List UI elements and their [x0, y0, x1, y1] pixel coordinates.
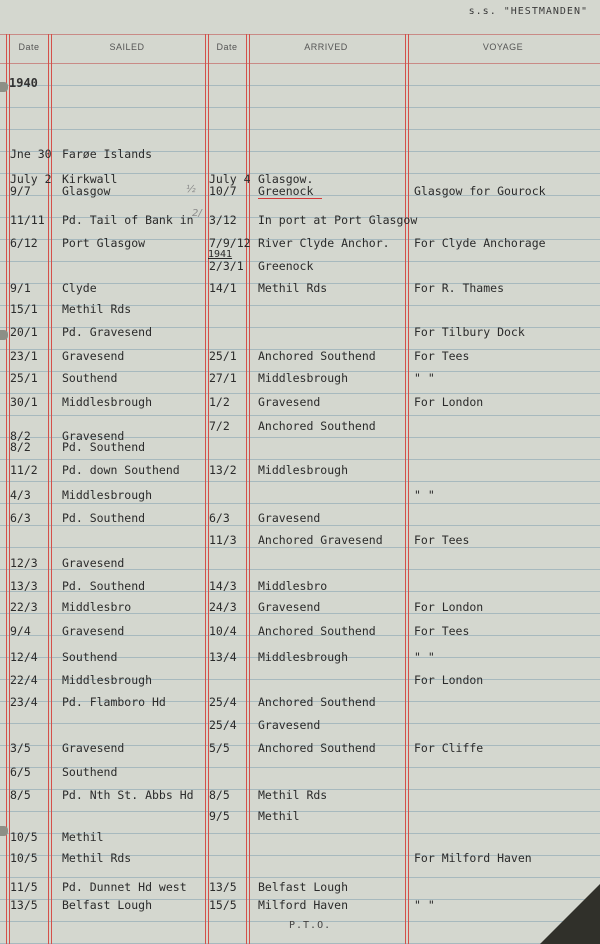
- sailed-place: Middlesbrough: [62, 673, 153, 687]
- arrived-date: 13/4: [209, 650, 237, 664]
- arrived-date: 13/5: [209, 880, 237, 894]
- sailed-date: 8/2: [10, 429, 31, 443]
- sailed-date: 23/4: [10, 695, 38, 709]
- year-1941-label: 1941: [208, 249, 233, 260]
- arrived-date: 5/5: [209, 741, 230, 755]
- arrived-place: Gravesend: [258, 600, 321, 614]
- arrived-place: Gravesend: [258, 511, 321, 525]
- sailed-place: Farøe Islands: [62, 147, 153, 161]
- arrived-place: Methil Rds: [258, 281, 328, 295]
- arrived-date: 1/2: [209, 395, 230, 409]
- arrived-date: 24/3: [209, 600, 237, 614]
- arrived-place: Anchored Gravesend: [258, 533, 383, 547]
- sailed-date: 9/4: [10, 624, 31, 638]
- sailed-date: 22/3: [10, 600, 38, 614]
- sailed-place: Gravesend: [62, 624, 125, 638]
- arrived-place: Middlesbrough: [258, 371, 349, 385]
- arrived-date: 15/5: [209, 898, 237, 912]
- pencil-mark: 2/: [192, 208, 202, 219]
- arrived-date: 13/2: [209, 463, 237, 477]
- sailed-date: 8/5: [10, 788, 31, 802]
- arrived-place: Middlesbrough: [258, 463, 349, 477]
- arrived-date: 3/12: [209, 213, 237, 227]
- margin-rule: [6, 34, 7, 944]
- arrived-date: 14/1: [209, 281, 237, 295]
- sailed-date: 13/3: [10, 579, 38, 593]
- header-bottom-rule: [0, 63, 600, 64]
- binder-hole: [0, 82, 8, 92]
- sailed-place: Pd. Dunnet Hd west: [62, 880, 187, 894]
- arrived-date: July 4: [209, 172, 251, 186]
- sailed-date: 9/7: [10, 184, 31, 198]
- arrived-date: 11/3: [209, 533, 237, 547]
- arrived-date: 9/5: [209, 809, 230, 823]
- sailed-date: 4/3: [10, 488, 31, 502]
- voyage: For R. Thames: [414, 281, 505, 295]
- sailed-place: Glasgow: [62, 184, 111, 198]
- sailed-date: 12/3: [10, 556, 38, 570]
- arrived-place: Glasgow.: [258, 172, 314, 186]
- arrived-place: Milford Haven: [258, 898, 349, 912]
- arrived-date: 2/3/1: [209, 259, 244, 273]
- sailed-date: 10/5: [10, 830, 38, 844]
- sailed-place: Pd. Southend: [62, 440, 146, 454]
- pencil-mark: ½: [186, 184, 196, 195]
- sailed-place: Kirkwall: [62, 172, 118, 186]
- binder-hole: [0, 330, 8, 340]
- voyage: For London: [414, 600, 484, 614]
- sailed-place: Pd. Southend: [62, 511, 146, 525]
- sailed-date: 12/4: [10, 650, 38, 664]
- voyage: " ": [414, 371, 435, 385]
- header-voyage: VOYAGE: [482, 42, 524, 52]
- sailed-place: Pd. Southend: [62, 579, 146, 593]
- sailed-place: Middlesbro: [62, 600, 132, 614]
- arrived-place: Middlesbrough: [258, 650, 349, 664]
- arrived-place: Methil Rds: [258, 788, 328, 802]
- sailed-date: Jne 30: [10, 147, 52, 161]
- sailed-date: 11/11: [10, 213, 45, 227]
- header-top-rule: [0, 34, 600, 35]
- sailed-place: Pd. Flamboro Hd: [62, 695, 166, 709]
- voyage: For Tees: [414, 533, 470, 547]
- sailed-date: 13/5: [10, 898, 38, 912]
- sailed-place: Methil: [62, 830, 104, 844]
- date-arrived-rule: [246, 34, 247, 944]
- arrived-place: Anchored Southend: [258, 349, 376, 363]
- sailed-date: 15/1: [10, 302, 38, 316]
- arrived-date: 10/7: [209, 184, 237, 198]
- sailed-place: Southend: [62, 765, 118, 779]
- sailed-place: Gravesend: [62, 429, 125, 443]
- arrived-date: 6/3: [209, 511, 230, 525]
- arrived-place: Methil: [258, 809, 300, 823]
- page-corner: [540, 884, 600, 944]
- arrived-date: 25/4: [209, 695, 237, 709]
- sailed-date: 6/3: [10, 511, 31, 525]
- sailed-place: Methil Rds: [62, 302, 132, 316]
- year-label: 1940: [9, 76, 38, 90]
- binder-hole: [0, 826, 8, 836]
- date-sailed-rule: [48, 34, 49, 944]
- sailed-place: Clyde: [62, 281, 97, 295]
- voyage: For Tees: [414, 624, 470, 638]
- arrived-place: Middlesbro: [258, 579, 328, 593]
- pto-label: P.T.O.: [289, 920, 332, 931]
- voyage: For Tilbury Dock: [414, 325, 525, 339]
- greenock-underline: [258, 198, 322, 199]
- header-date-arrived: Date: [216, 42, 238, 52]
- voyage: " ": [414, 650, 435, 664]
- arrived-place: Greenock: [258, 184, 314, 198]
- arrived-place: Greenock: [258, 259, 314, 273]
- arrived-date: 25/1: [209, 349, 237, 363]
- sailed-place: Pd. Nth St. Abbs Hd: [62, 788, 194, 802]
- arrived-place: Anchored Southend: [258, 741, 376, 755]
- sailed-place: Gravesend: [62, 741, 125, 755]
- arrived-place: Anchored Southend: [258, 695, 376, 709]
- arrived-date: 25/4: [209, 718, 237, 732]
- voyage: " ": [414, 898, 435, 912]
- arrived-place: Anchored Southend: [258, 624, 376, 638]
- arrived-place: In port at Port Glasgow: [258, 213, 418, 227]
- arrived-place: Belfast Lough: [258, 880, 349, 894]
- voyage: For Cliffe: [414, 741, 484, 755]
- arrived-place: Anchored Southend: [258, 419, 376, 433]
- sailed-date: 10/5: [10, 851, 38, 865]
- voyage: " ": [414, 488, 435, 502]
- sailed-place: Pd. down Southend: [62, 463, 180, 477]
- ship-name: s.s. "HESTMANDEN": [468, 6, 588, 17]
- arrived-date: 8/5: [209, 788, 230, 802]
- arrived-date: 7/9/12: [209, 236, 251, 250]
- sailed-place: Pd. Tail of Bank in: [62, 213, 194, 227]
- voyage: For London: [414, 395, 484, 409]
- voyage: For London: [414, 673, 484, 687]
- sailed-place: Belfast Lough: [62, 898, 153, 912]
- voyage: Glasgow for Gourock: [414, 184, 546, 198]
- sailed-date: 25/1: [10, 371, 38, 385]
- sailed-date: 8/2: [10, 440, 31, 454]
- sailed-date: 22/4: [10, 673, 38, 687]
- sailed-place: Port Glasgow: [62, 236, 146, 250]
- voyage: For Tees: [414, 349, 470, 363]
- sailed-date: 20/1: [10, 325, 38, 339]
- voyage: For Clyde Anchorage: [414, 236, 546, 250]
- sailed-rule: [205, 34, 206, 944]
- arrived-date: 27/1: [209, 371, 237, 385]
- sailed-date: 23/1: [10, 349, 38, 363]
- sailed-date: 11/2: [10, 463, 38, 477]
- sailed-date: 11/5: [10, 880, 38, 894]
- sailed-date: 6/12: [10, 236, 38, 250]
- sailed-date: 3/5: [10, 741, 31, 755]
- arrived-date: 7/2: [209, 419, 230, 433]
- arrived-date: 14/3: [209, 579, 237, 593]
- arrived-place: Gravesend: [258, 395, 321, 409]
- arrived-rule: [405, 34, 406, 944]
- sailed-place: Methil Rds: [62, 851, 132, 865]
- voyage: For Milford Haven: [414, 851, 532, 865]
- sailed-date: 6/5: [10, 765, 31, 779]
- sailed-date: 30/1: [10, 395, 38, 409]
- sailed-place: Middlesbrough: [62, 488, 153, 502]
- arrived-place: Gravesend: [258, 718, 321, 732]
- header-date-sailed: Date: [18, 42, 40, 52]
- sailed-place: Southend: [62, 371, 118, 385]
- header-sailed: SAILED: [109, 42, 145, 52]
- header-arrived: ARRIVED: [304, 42, 348, 52]
- sailed-place: Middlesbrough: [62, 395, 153, 409]
- sailed-date: 9/1: [10, 281, 31, 295]
- arrived-place: River Clyde Anchor.: [258, 236, 390, 250]
- sailed-place: Pd. Gravesend: [62, 325, 153, 339]
- arrived-date: 10/4: [209, 624, 237, 638]
- sailed-place: Southend: [62, 650, 118, 664]
- sailed-place: Gravesend: [62, 349, 125, 363]
- sailed-date: July 2: [10, 172, 52, 186]
- sailed-place: Gravesend: [62, 556, 125, 570]
